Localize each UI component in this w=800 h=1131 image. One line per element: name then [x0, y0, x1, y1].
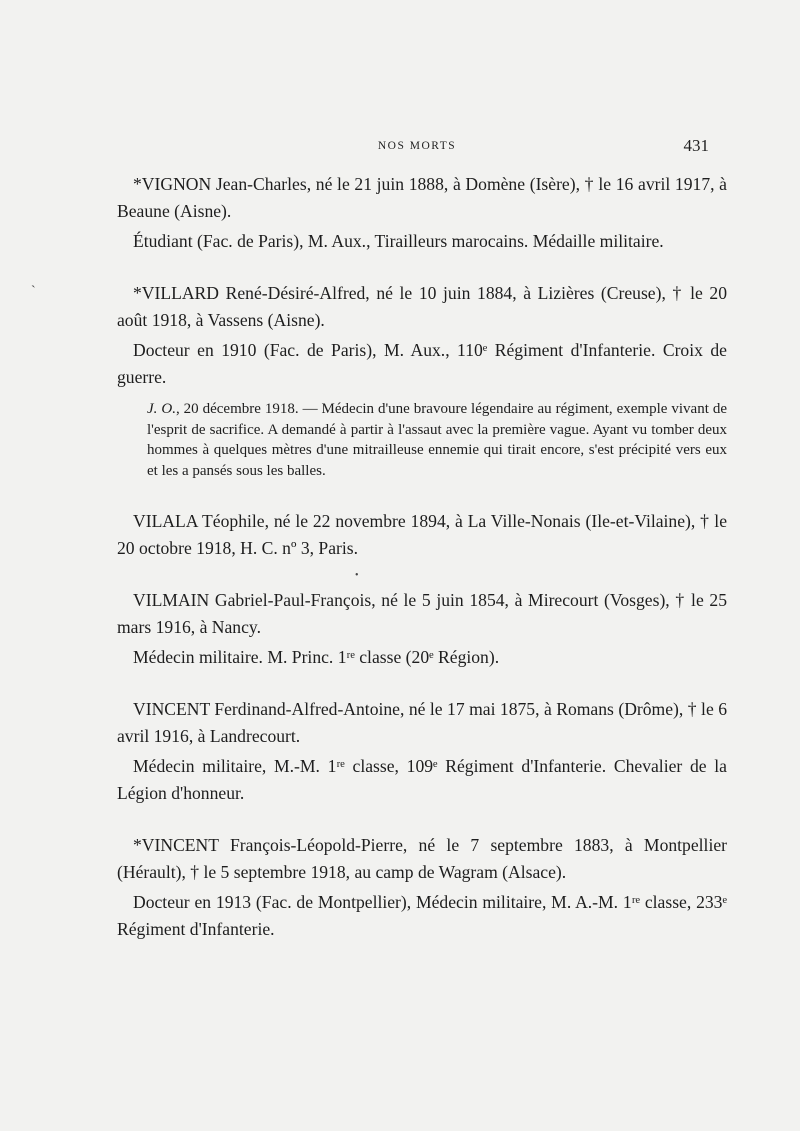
entry-heading: *VINCENT François-Léopold-Pierre, né le 7 septembre 1883, à Montpellier (Hérault), † le 5 septembre 1918, au camp de Wagram (Alsace).	[117, 835, 727, 882]
stray-mark: •	[355, 570, 359, 581]
obituary-list	[117, 171, 727, 968]
entry-details: Médecin militaire. M. Princ. 1ʳᵉ classe (20ᵉ Région).	[133, 647, 500, 667]
page-header	[117, 138, 717, 158]
citation-text: , 20 décembre 1918. — Médecin d'une bravoure légendaire au régiment, exemple vivant de l'esprit de sacrifice. A demandé à partir à l'assaut avec la première vague. Ayant vu tomber deux hommes à quelques mètres d'une mitrailleuse ennemie qui tirait encore, s'est précipité vers eux et les a pansés sous les balles.	[147, 401, 727, 479]
stray-mark: `	[31, 284, 36, 299]
entry-heading: *VIGNON Jean-Charles, né le 21 juin 1888, à Domène (Isère), † le 16 avril 1917, à Beaune (Aisne).	[117, 174, 727, 221]
entry-vignon	[117, 171, 727, 255]
entry-details: Docteur en 1913 (Fac. de Montpellier), Médecin militaire, M. A.-M. 1ʳᵉ classe, 233ᵉ Régiment d'Infanterie.	[117, 892, 727, 939]
entry-details: Docteur en 1910 (Fac. de Paris), M. Aux., 110ᵉ Régiment d'Infanterie. Croix de guerre.	[117, 340, 727, 387]
citation	[147, 399, 727, 481]
running-title: NOS MORTS	[377, 140, 457, 152]
citation-source: J. O.	[147, 401, 176, 417]
entry-vincent-francois	[117, 832, 727, 943]
entry-details: Étudiant (Fac. de Paris), M. Aux., Tirailleurs marocains. Médaille militaire.	[133, 231, 664, 251]
entry-details: Médecin militaire, M.-M. 1ʳᵉ classe, 109ᵉ Régiment d'Infanterie. Chevalier de la Légion d'honneur.	[117, 756, 727, 803]
entry-villard	[117, 280, 727, 481]
entry-heading: VILALA Téophile, né le 22 novembre 1894, à La Ville-Nonais (Ile-et-Vilaine), † le 20 octobre 1918, H. C. nº 3, Paris.	[117, 511, 727, 558]
entry-vilmain	[117, 587, 727, 671]
entry-vincent-ferdinand	[117, 696, 727, 807]
entry-vilala	[117, 508, 727, 562]
entry-heading: *VILLARD René-Désiré-Alfred, né le 10 juin 1884, à Lizières (Creuse), † le 20 août 1918, à Vassens (Aisne).	[117, 283, 727, 330]
page-number: 431	[683, 136, 709, 155]
entry-heading: VINCENT Ferdinand-Alfred-Antoine, né le 17 mai 1875, à Romans (Drôme), † le 6 avril 1916, à Landrecourt.	[117, 699, 727, 746]
entry-heading: VILMAIN Gabriel-Paul-François, né le 5 juin 1854, à Mirecourt (Vosges), † le 25 mars 1916, à Nancy.	[117, 590, 727, 637]
